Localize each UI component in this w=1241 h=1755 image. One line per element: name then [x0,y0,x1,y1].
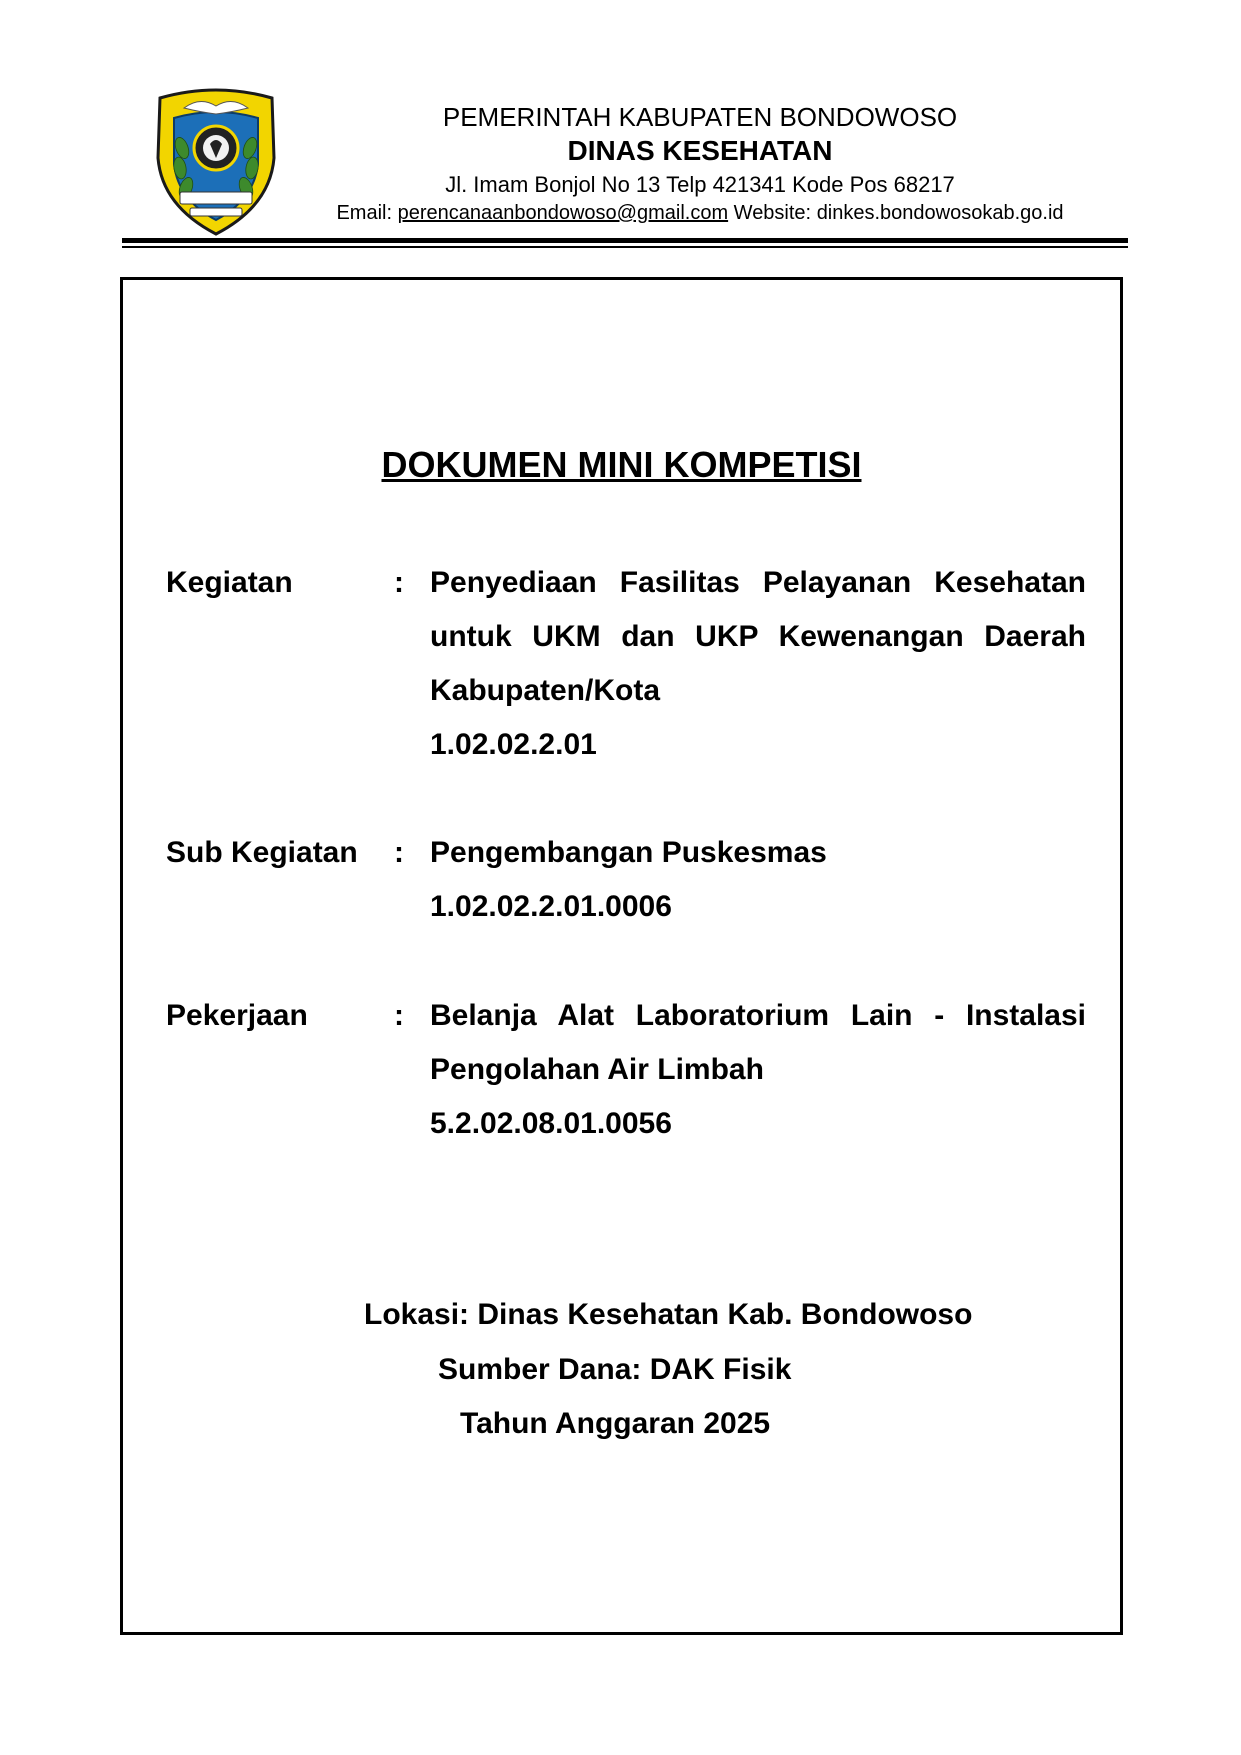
letterhead-divider-thick [122,238,1128,243]
pekerjaan-code: 5.2.02.08.01.0056 [430,1107,672,1140]
email-label: Email: [336,202,393,224]
pekerjaan-label: Pekerjaan [166,999,308,1032]
sub-kegiatan-colon: : [394,836,404,869]
website-label: Website: [733,202,812,224]
kegiatan-code: 1.02.02.2.01 [430,728,597,761]
pekerjaan-colon: : [394,999,404,1032]
sub-kegiatan-label: Sub Kegiatan [166,836,358,869]
email-link[interactable]: perencanaanbondowoso@gmail.com [397,202,729,224]
kegiatan-value: Penyediaan Fasilitas Pelayanan Kesehatan untuk UKM dan UKP Kewenangan Daerah Kabupaten/Kota [430,566,1086,707]
letterhead-divider-thin [122,246,1128,248]
agency-name: DINAS KESEHATAN [567,135,833,166]
document-title: DOKUMEN MINI KOMPETISI [381,444,862,485]
kegiatan-label: Kegiatan [166,566,293,599]
regency-emblem-logo [150,88,282,236]
sub-kegiatan-value: Pengembangan Puskesmas [430,836,827,869]
pekerjaan-value: Belanja Alat Laboratorium Lain - Instalasi Pengolahan Air Limbah [430,999,1086,1086]
agency-address: Jl. Imam Bonjol No 13 Telp 421341 Kode Pos 68217 [445,172,955,197]
sub-kegiatan-code: 1.02.02.2.01.0006 [430,890,672,923]
government-name: PEMERINTAH KABUPATEN BONDOWOSO [442,102,958,132]
website-text: dinkes.bondowosokab.go.id [816,202,1064,224]
kegiatan-colon: : [394,566,404,599]
letterhead [300,100,1100,226]
sumber-dana-text: Sumber Dana: DAK Fisik [438,1353,792,1386]
tahun-anggaran-text: Tahun Anggaran 2025 [460,1407,771,1440]
lokasi-text: Lokasi: Dinas Kesehatan Kab. Bondowoso [364,1298,973,1331]
contact-line [300,200,1100,226]
